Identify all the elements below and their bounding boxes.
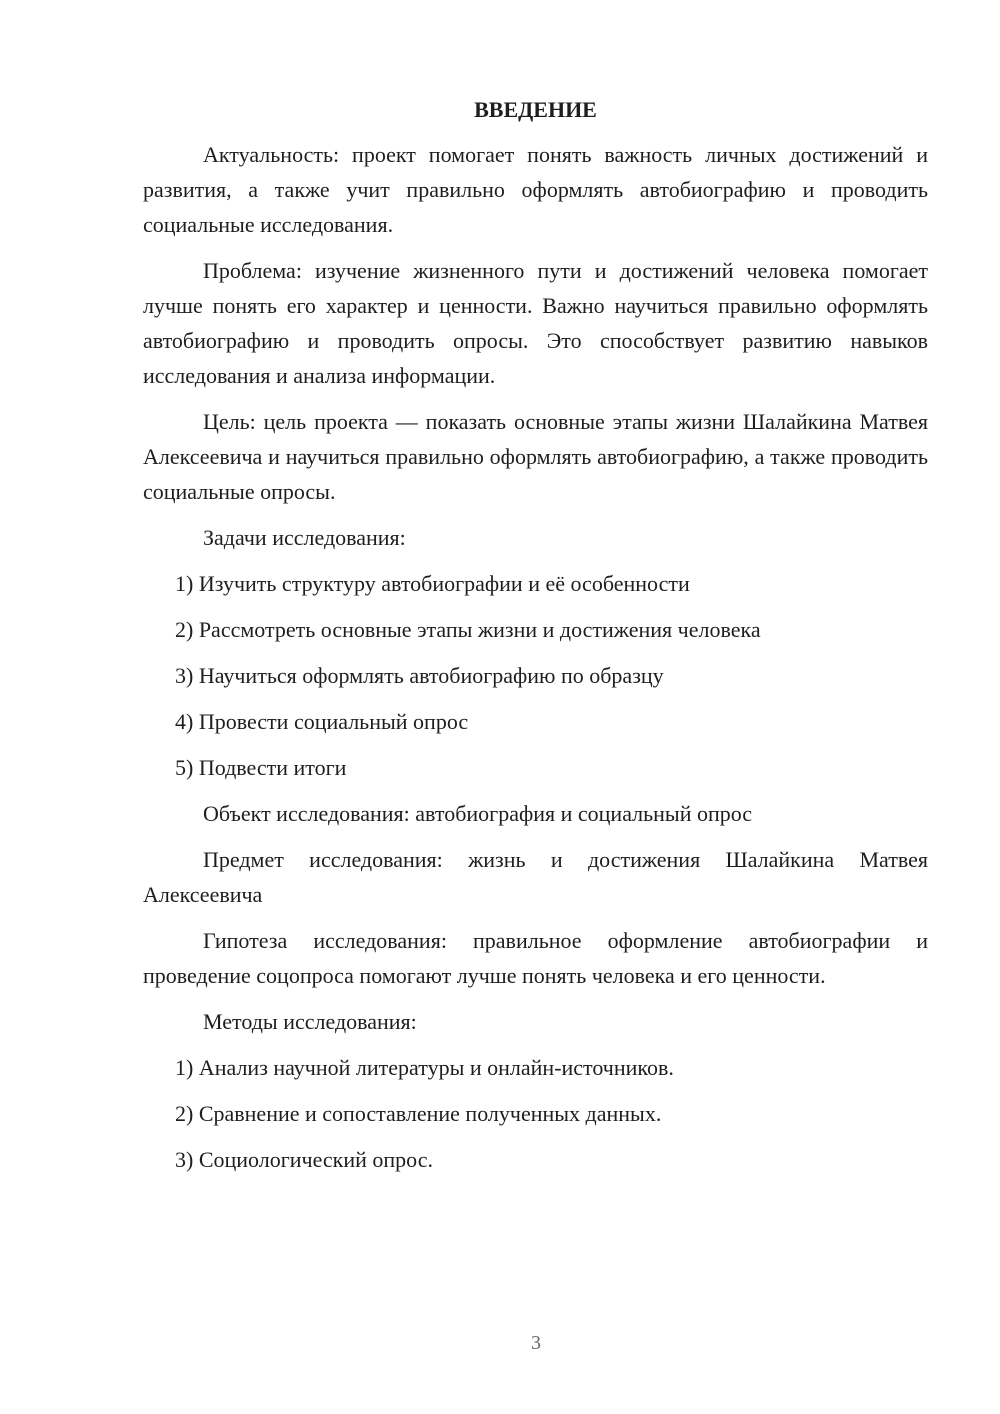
tasks-title: Задачи исследования: <box>203 525 406 550</box>
task-item: 1) Изучить структуру автобиографии и её особенности <box>175 571 690 596</box>
task-item: 2) Рассмотреть основные этапы жизни и достижения человека <box>175 617 761 642</box>
task-item: 3) Научиться оформлять автобиографию по образцу <box>175 663 664 688</box>
goal-paragraph: Цель: цель проекта — показать основные этапы жизни Шалайкина Матвея Алексеевича и научиться правильно оформлять автобиографию, а также проводить социальные опросы. <box>143 409 928 504</box>
page-title: ВВЕДЕНИЕ <box>474 97 597 122</box>
page-number: 3 <box>531 1332 541 1354</box>
methods-title: Методы исследования: <box>203 1009 417 1034</box>
method-item: 1) Анализ научной литературы и онлайн-источников. <box>175 1055 674 1080</box>
problem-paragraph: Проблема: изучение жизненного пути и достижений человека помогает лучше понять его характер и ценности. Важно научиться правильно оформлять автобиографию и проводить опросы. Это способствует развитию навыков исследования и анализа информации. <box>143 258 928 388</box>
hypothesis-paragraph: Гипотеза исследования: правильное оформление автобиографии и проведение соцопроса помогают лучше понять человека и его ценности. <box>143 928 928 988</box>
relevance-paragraph: Актуальность: проект помогает понять важность личных достижений и развития, а также учит правильно оформлять автобиографию и проводить социальные исследования. <box>143 142 928 237</box>
method-item: 3) Социологический опрос. <box>175 1147 433 1172</box>
object-paragraph: Объект исследования: автобиография и социальный опрос <box>203 801 753 826</box>
task-item: 4) Провести социальный опрос <box>175 709 469 734</box>
document-page <box>143 92 928 1188</box>
subject-paragraph: Предмет исследования: жизнь и достижения Шалайкина Матвея Алексеевича <box>143 847 928 907</box>
method-item: 2) Сравнение и сопоставление полученных данных. <box>175 1101 662 1126</box>
task-item: 5) Подвести итоги <box>175 755 347 780</box>
